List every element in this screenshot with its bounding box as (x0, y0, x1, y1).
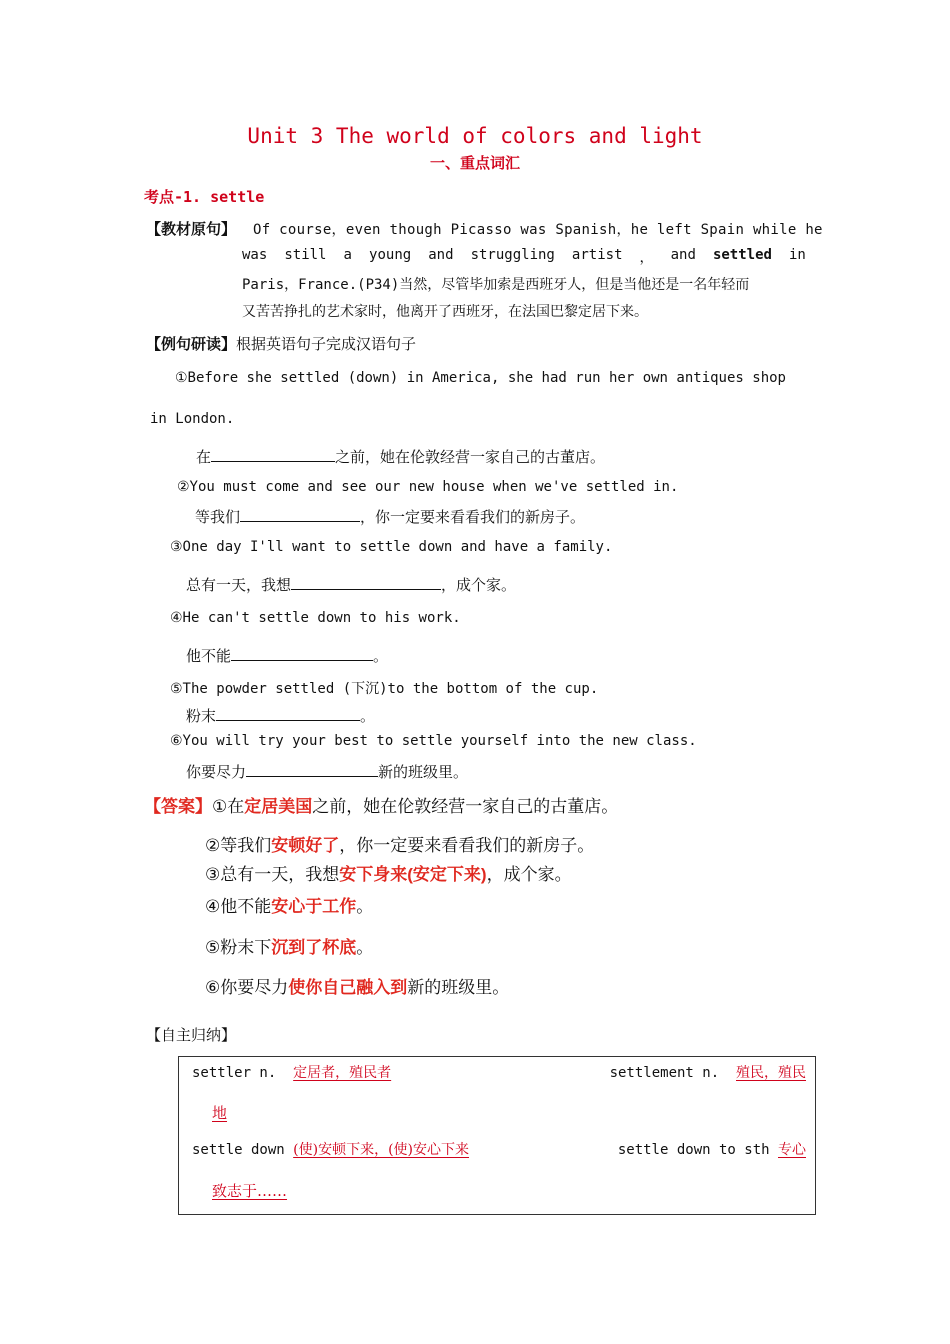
answer-post: ，你一定要来看看我们的新房子。 (339, 836, 595, 855)
answer-pre: ⑤粉末下 (205, 938, 272, 957)
zh-prefix: 粉末 (186, 707, 217, 725)
summary-row-1-cont (212, 1102, 227, 1123)
zh-prefix: 总有一天，我想 (186, 576, 292, 594)
answer-blank[interactable] (216, 706, 360, 721)
textbook-tag: 【教材原句】 (146, 220, 237, 238)
answer-post: ，成个家。 (486, 865, 572, 884)
summary-row-1-left (192, 1062, 391, 1082)
zh-prefix: 你要尽力 (186, 763, 247, 781)
zh-prefix: 他不能 (186, 647, 232, 665)
example-5-zh (186, 705, 375, 726)
textbook-line-2 (242, 247, 806, 267)
word: was (242, 247, 268, 263)
example-6-zh (186, 761, 468, 782)
word: and (670, 247, 696, 263)
answer-2 (205, 831, 594, 856)
zh-prefix: 在 (196, 448, 212, 466)
answer-highlight: 安心于工作 (271, 897, 357, 916)
summary-row-2-left (192, 1139, 469, 1159)
word: young (369, 247, 412, 263)
answer-4 (205, 892, 373, 917)
term: settlement n. (609, 1065, 720, 1081)
answer-blank[interactable] (231, 646, 373, 661)
answer-3 (205, 860, 572, 885)
answer-6 (205, 973, 509, 998)
answer-highlight: 安顿好了 (271, 836, 340, 855)
zh-suffix: 新的班级里。 (378, 763, 469, 781)
example-4-zh (186, 645, 388, 666)
section-heading: 一、重点词汇 (429, 154, 520, 172)
definition-continued: 致志于…… (212, 1182, 288, 1200)
textbook-line-1: Of course，even though Picasso was Spanish，he left Spain while he (253, 222, 823, 238)
zh-suffix: 。 (360, 707, 376, 725)
zh-suffix: ，成个家。 (441, 576, 517, 594)
example-5-en: ⑤The powder settled (下沉)to the bottom of the cup. (170, 681, 599, 697)
definition: 定居者，殖民者 (293, 1065, 392, 1081)
term: settle down to sth (617, 1142, 770, 1158)
word: ， (639, 250, 654, 266)
answer-post: 新的班级里。 (407, 978, 510, 997)
summary-row-2-cont (212, 1180, 287, 1201)
definition: 专心 (778, 1142, 806, 1158)
summary-row-1-right (610, 1062, 806, 1082)
word: still (284, 247, 327, 263)
definition: 殖民，殖民 (736, 1065, 806, 1081)
answer-1 (144, 792, 618, 817)
example-4-en: ④He can't settle down to his work. (170, 610, 461, 626)
term: settle down (192, 1142, 285, 1158)
examples-tag: 【例句研读】 (146, 335, 237, 353)
answer-pre: ③总有一天，我想 (205, 865, 340, 884)
examples-instruction: 根据英语句子完成汉语句子 (236, 335, 417, 353)
textbook-line-3: Paris，France.(P34)当然，尽管毕加索是西班牙人，但是当他还是一名年轻而 (242, 277, 750, 293)
definition: (使)安顿下来，(使)安心下来 (293, 1142, 470, 1158)
word: a (343, 247, 352, 263)
example-1-zh (196, 446, 605, 467)
word-highlight: settled (712, 247, 772, 263)
examples-heading (146, 333, 416, 354)
word: struggling (470, 247, 555, 263)
zh-prefix: 等我们 (195, 508, 241, 526)
example-1-en-cont: in London. (150, 411, 235, 427)
answer-highlight: 定居美国 (244, 797, 313, 816)
word: in (789, 247, 806, 263)
point-label: 考点-1. settle (144, 188, 265, 206)
term: settler n. (192, 1065, 277, 1081)
word: artist (571, 247, 623, 263)
answer-blank[interactable] (291, 575, 441, 590)
summary-tag: 【自主归纳】 (146, 1026, 237, 1044)
answer-blank[interactable] (246, 762, 378, 777)
zh-suffix: ，你一定要来看看我们的新房子。 (360, 508, 586, 526)
example-2-en: ②You must come and see our new house when we've settled in. (177, 479, 679, 495)
answer-blank[interactable] (240, 507, 360, 522)
answer-highlight: 安下身来(安定下来) (339, 865, 487, 884)
answer-highlight: 沉到了杯底 (271, 938, 357, 957)
example-2-zh (195, 506, 585, 527)
answer-pre: ②等我们 (205, 836, 272, 855)
textbook-line-4: 又苦苦挣扎的艺术家时，他离开了西班牙，在法国巴黎定居下来。 (242, 304, 648, 320)
zh-suffix: 。 (373, 647, 389, 665)
answer-pre: ①在 (212, 797, 245, 816)
example-1-en: ①Before she settled (down) in America, she had run her own antiques shop (175, 370, 786, 386)
example-3-en: ③One day I'll want to settle down and have a family. (170, 539, 613, 555)
answer-highlight: 使你自己融入到 (288, 978, 408, 997)
zh-suffix: 之前，她在伦敦经营一家自己的古董店。 (335, 448, 606, 466)
answer-blank[interactable] (211, 447, 335, 462)
answer-post: 之前，她在伦敦经营一家自己的古董店。 (312, 797, 619, 816)
answer-pre: ⑥你要尽力 (205, 978, 289, 997)
example-6-en: ⑥You will try your best to settle yourself into the new class. (170, 733, 697, 749)
answer-tag: 【答案】 (144, 797, 212, 816)
page-title: Unit 3 The world of colors and light (247, 124, 703, 148)
summary-row-2-right (618, 1139, 806, 1159)
answer-post: 。 (356, 938, 374, 957)
answer-post: 。 (356, 897, 374, 916)
word: and (428, 247, 454, 263)
answer-5 (205, 933, 373, 958)
answer-pre: ④他不能 (205, 897, 272, 916)
example-3-zh (186, 574, 516, 595)
definition-continued: 地 (212, 1104, 228, 1122)
